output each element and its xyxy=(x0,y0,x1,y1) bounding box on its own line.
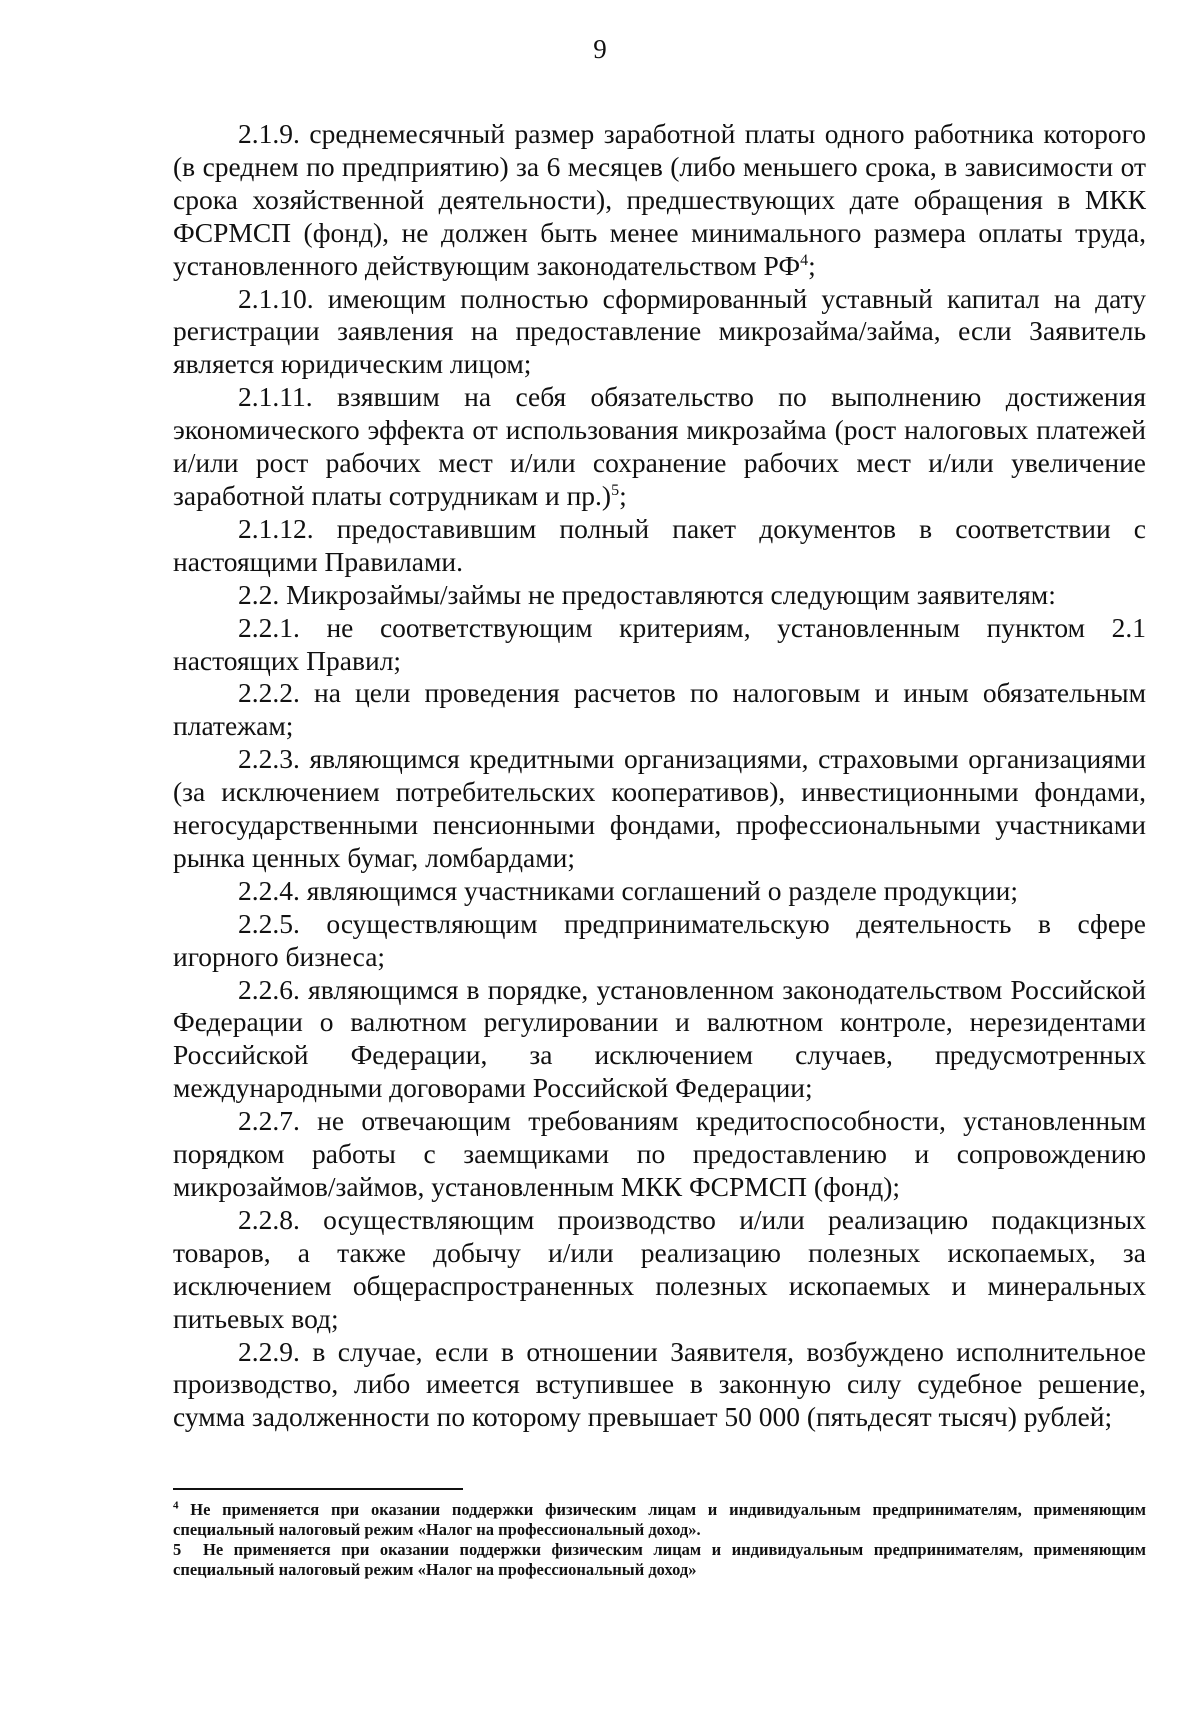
footnote-text: Не применяется при оказании поддержки физическим лицам и индивидуальным предпринимателям, применяющим специальный налоговый режим «Налог на профессиональный доход». xyxy=(173,1500,1146,1539)
clause-2-2-1: 2.2.1. не соответствующим критериям, установленным пунктом 2.1 настоящих Правил; xyxy=(173,611,1146,676)
clause-text: 2.1.11. взявшим на себя обязательство по выполнению достижения экономического эффекта от использования микрозайма (рост налоговых платежей и/или рост рабочих мест и/или сохранение рабочих мест и/или увеличение заработной платы сотрудникам и пр.) xyxy=(173,381,1146,511)
clause-2-2-5: 2.2.5. осуществляющим предпринимательскую деятельность в сфере игорного бизнеса; xyxy=(173,907,1146,972)
footnote-marker: 4 xyxy=(173,1499,179,1512)
clause-2-2-2: 2.2.2. на цели проведения расчетов по налоговым и иным обязательным платежам; xyxy=(173,677,1146,742)
clause-tail: ; xyxy=(619,479,627,511)
clause-2-2-3: 2.2.3. являющимся кредитными организациями, страховыми организациями (за исключением потребительских кооперативов), инвестиционными фондами, негосударственными пенсионными фондами, профессиональными участниками рынка ценных бумаг, ломбардами; xyxy=(173,743,1146,873)
clause-tail: ; xyxy=(808,249,816,281)
clause-2-1-12: 2.1.12. предоставившим полный пакет документов в соответствии с настоящими Правилами. xyxy=(173,512,1146,577)
footnote-ref: 4 xyxy=(800,251,809,269)
footnote-ref: 5 xyxy=(611,481,620,499)
clause-2-1-11 xyxy=(173,381,1146,513)
page-number: 9 xyxy=(593,34,607,64)
clause-2-2-4: 2.2.4. являющимся участниками соглашений о разделе продукции; xyxy=(238,874,1018,906)
footnote-separator xyxy=(173,1488,463,1490)
footnote-5 xyxy=(173,1540,1146,1580)
document-body xyxy=(173,118,1146,1434)
clause-text: 2.1.9. среднемесячный размер заработной платы одного работника которого (в среднем по предприятию) за 6 месяцев (либо меньшего срока, в зависимости от срока хозяйственной деятельности), предшествующих дате обращения в МКК ФСРМСП (фонд), не должен быть менее минимального размера оплаты труда, установленного действующим законодательством РФ xyxy=(173,118,1146,281)
clause-2-1-9 xyxy=(173,118,1146,283)
clause-2-2: 2.2. Микрозаймы/займы не предоставляются следующим заявителям: xyxy=(238,578,1056,610)
footnotes xyxy=(173,1500,1146,1580)
clause-2-2-9: 2.2.9. в случае, если в отношении Заявителя, возбуждено исполнительное производство, либо имеется вступившее в законную силу судебное решение, сумма задолженности по которому превышает 50 000 (пятьдесят тысяч) рублей; xyxy=(173,1335,1146,1433)
clause-2-2-7: 2.2.7. не отвечающим требованиям кредитоспособности, установленным порядком работы с заемщиками по предоставлению и сопровождению микрозаймов/займов, установленным МКК ФСРМСП (фонд); xyxy=(173,1105,1146,1202)
footnote-4 xyxy=(173,1500,1146,1540)
clause-2-2-6: 2.2.6. являющимся в порядке, установленном законодательством Российской Федерации о валютном регулировании и валютном контроле, нерезидентами Российской Федерации, за исключением случаев, предусмотренных международными договорами Российской Федерации; xyxy=(173,973,1146,1104)
clause-2-2-8: 2.2.8. осуществляющим производство и/или реализацию подакцизных товаров, а также добычу и/или реализацию полезных ископаемых, за исключением общераспространенных полезных ископаемых и минеральных питьевых вод; xyxy=(173,1203,1146,1334)
clause-2-1-10: 2.1.10. имеющим полностью сформированный уставный капитал на дату регистрации заявления на предоставление микрозайма/займа, если Заявитель является юридическим лицом; xyxy=(173,282,1146,380)
footnote-marker: 5 xyxy=(173,1540,182,1559)
footnote-text: Не применяется при оказании поддержки физическим лицам и индивидуальным предпринимателям, применяющим специальный налоговый режим «Налог на профессиональный доход» xyxy=(173,1540,1146,1579)
